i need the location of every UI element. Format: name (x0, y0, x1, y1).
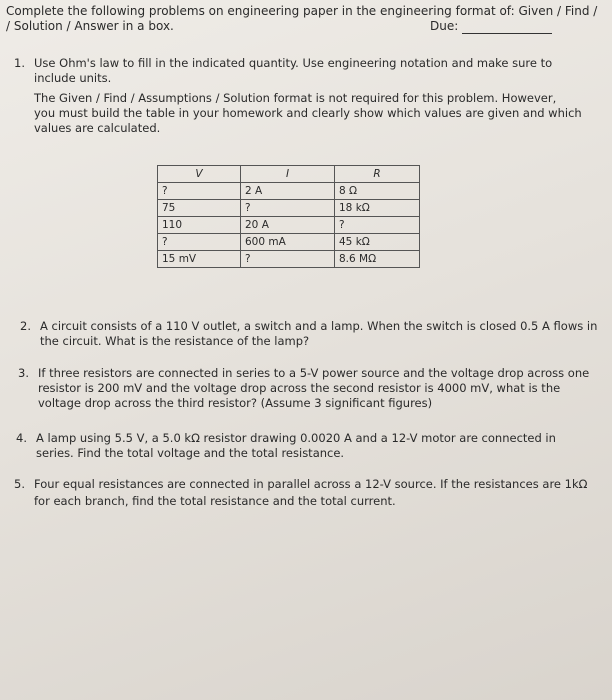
table-cell-i: 20 A (241, 217, 335, 234)
problem-4-line-2: series. Find the total voltage and the total resistance. (36, 446, 345, 460)
due-field (430, 19, 552, 34)
table-cell-v: ? (158, 183, 241, 200)
header-v: V (158, 166, 241, 183)
table-row (158, 200, 420, 217)
table-cell-i: 600 mA (241, 234, 335, 251)
problem-4-line-1: A lamp using 5.5 V, a 5.0 kΩ resistor drawing 0.0020 A and a 12-V motor are connected in (36, 431, 556, 445)
problem-2-line-1: A circuit consists of a 110 V outlet, a switch and a lamp. When the switch is closed 0.5 A flows in (40, 319, 598, 333)
due-blank (462, 22, 552, 34)
table-header-row (158, 166, 420, 183)
problem-1-line-3: The Given / Find / Assumptions / Solution format is not required for this problem. However, (34, 91, 557, 105)
table-row (158, 217, 420, 234)
problem-3-line-2: resistor is 200 mV and the voltage drop across the second resistor is 4000 mV, what is the (38, 381, 561, 395)
ohms-law-table (157, 165, 420, 268)
table-row (158, 234, 420, 251)
header-r: R (335, 166, 420, 183)
problem-2-line-2: the circuit. What is the resistance of the lamp? (40, 334, 310, 348)
table-cell-r: 8 Ω (335, 183, 420, 200)
problem-5-line-1: Four equal resistances are connected in parallel across a 12-V source. If the resistances are 1kΩ (34, 477, 588, 491)
header-line-1: Complete the following problems on engineering paper in the engineering format of: Given / Find / (6, 4, 598, 18)
table-cell-v: ? (158, 234, 241, 251)
problem-2-number: 2. (20, 319, 31, 333)
problem-3-number: 3. (18, 366, 29, 380)
problem-1-number: 1. (14, 56, 25, 70)
instructions-header (6, 4, 606, 34)
due-label: Due: (430, 19, 459, 33)
table-cell-v: 75 (158, 200, 241, 217)
header-i: I (241, 166, 335, 183)
header-line-2: / Solution / Answer in a box. (6, 19, 174, 33)
table-cell-r: 18 kΩ (335, 200, 420, 217)
header-line-2-row (6, 19, 606, 34)
table-cell-r: 8.6 MΩ (335, 251, 420, 268)
problem-5-number: 5. (14, 477, 25, 491)
table-cell-v: 15 mV (158, 251, 241, 268)
problem-1-line-4: you must build the table in your homework and clearly show which values are given and which (34, 106, 582, 120)
table-cell-v: 110 (158, 217, 241, 234)
problem-1-line-5: values are calculated. (34, 121, 161, 135)
problem-4-number: 4. (16, 431, 27, 445)
problem-1-line-1: Use Ohm's law to fill in the indicated quantity. Use engineering notation and make sure to (34, 56, 553, 70)
table-cell-i: ? (241, 251, 335, 268)
problem-5-line-2: for each branch, find the total resistance and the total current. (34, 494, 396, 508)
table-cell-r: ? (335, 217, 420, 234)
table-cell-r: 45 kΩ (335, 234, 420, 251)
problem-3-line-3: voltage drop across the third resistor? (Assume 3 significant figures) (38, 396, 433, 410)
problem-1-line-2: include units. (34, 71, 112, 85)
table-cell-i: 2 A (241, 183, 335, 200)
problem-3-line-1: If three resistors are connected in series to a 5-V power source and the voltage drop across one (38, 366, 590, 380)
table-cell-i: ? (241, 200, 335, 217)
table-row (158, 251, 420, 268)
table-row (158, 183, 420, 200)
